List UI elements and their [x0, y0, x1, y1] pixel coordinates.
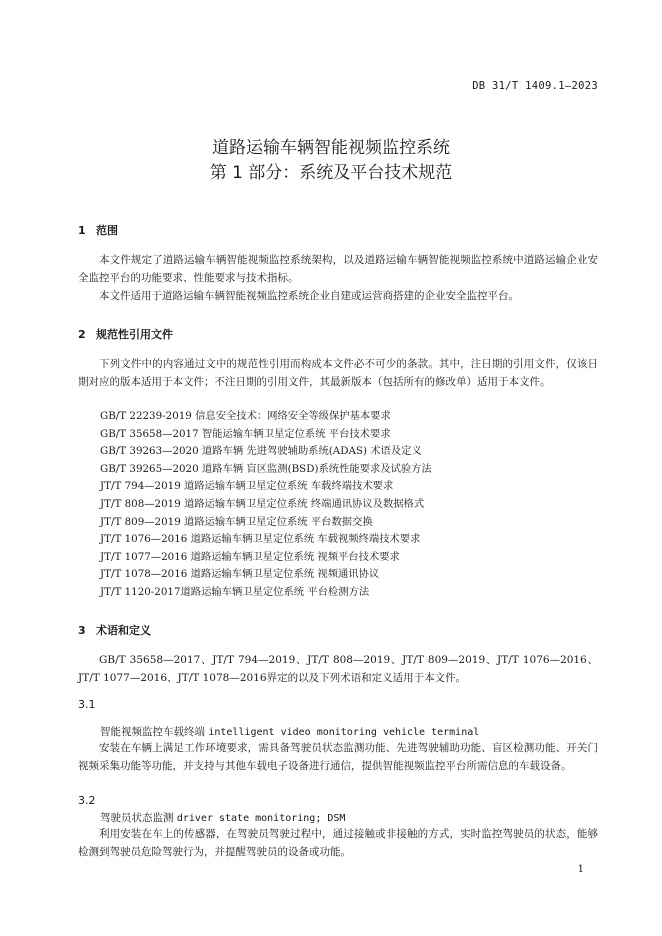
section-1-title: 范围 [96, 224, 118, 237]
section-2-title: 规范性引用文件 [96, 328, 173, 341]
reference-item: JT/T 809—2019 道路运输车辆卫星定位系统 平台数据交换 [100, 515, 373, 528]
standard-code: DB 31/T 1409.1—2023 [472, 80, 598, 92]
term-3-2-definition: 利用安装在车上的传感器，在驾驶员驾驶过程中，通过接触或非接触的方式，实时监控驾驶员的状态，能够检测到驾驶员危险驾驶行为，并提醒驾驶员的设备或功能。 [78, 828, 598, 858]
section-2-heading [78, 326, 173, 342]
section-3-number: 3 [78, 624, 86, 637]
reference-item: JT/T 1076—2016 道路运输车辆卫星定位系统 车载视频终端技术要求 [100, 533, 421, 546]
term-3-1-title [100, 724, 479, 739]
title-line-2: 第 1 部分：系统及平台技术规范 [209, 163, 453, 183]
reference-item: GB/T 35658—2017 智能运输车辆卫星定位系统 平台技术要求 [100, 427, 391, 440]
reference-item: JT/T 1120-2017道路运输车辆卫星定位系统 平台检测方法 [100, 585, 370, 598]
term-3-1-definition: 安装在车辆上满足工作环境要求，需具备驾驶员状态监测功能、先进驾驶辅助功能、盲区检测功能、开关门视频采集功能等功能，并支持与其他车载电子设备进行通信，提供智能视频监控平台所需信息的车载设备。 [78, 742, 598, 772]
title-line-1: 道路运输车辆智能视频监控系统 [212, 138, 450, 158]
section-1-paragraph-1: 本文件规定了道路运输车辆智能视频监控系统架构，以及道路运输车辆智能视频监控系统中道路运输企业安全监控平台的功能要求、性能要求与技术指标。 [78, 254, 598, 284]
section-1-paragraph-2: 本文件适用于道路运输车辆智能视频监控系统企业自建或运营商搭建的企业安全监控平台。 [99, 290, 519, 302]
reference-item: JT/T 808—2019 道路运输车辆卫星定位系统 终端通讯协议及数据格式 [100, 497, 425, 510]
section-2-intro: 下列文件中的内容通过文中的规范性引用而构成本文件必不可少的条款。其中，注日期的引用文件，仅该日期对应的版本适用于本文件；不注日期的引用文件，其最新版本（包括所有的修改单）适用于本文件。 [78, 358, 598, 388]
section-3-title: 术语和定义 [96, 624, 151, 637]
page-number: 1 [577, 864, 584, 875]
reference-item: JT/T 1077—2016 道路运输车辆卫星定位系统 视频平台技术要求 [100, 550, 400, 563]
term-3-2-name-en: driver state monitoring; DSM [176, 813, 346, 824]
section-3-intro: GB/T 35658—2017、JT/T 794—2019、JT/T 808—2019、JT/T 809—2019、JT/T 1076—2016、JT/T 1077—2016、JT/T 1078—2016界定的以及下列术语和定义适用于本文件。 [78, 654, 598, 684]
section-3-heading [78, 622, 151, 638]
document-title [0, 136, 662, 186]
section-1-heading [78, 222, 118, 238]
term-3-2-title [100, 810, 345, 825]
term-3-2-name-cn: 驾驶员状态监测 [100, 812, 174, 824]
reference-item: JT/T 1078—2016 道路运输车辆卫星定位系统 视频通讯协议 [100, 568, 380, 581]
reference-item: GB/T 39265—2020 道路车辆 盲区监测(BSD)系统性能要求及试验方法 [100, 462, 432, 475]
section-2-number: 2 [78, 328, 86, 341]
term-3-1-name-cn: 智能视频监控车载终端 [100, 726, 205, 738]
reference-item: GB/T 39263—2020 道路车辆 先进驾驶辅助系统(ADAS) 术语及定义 [100, 445, 422, 458]
section-1-number: 1 [78, 224, 86, 237]
term-3-2-number: 3.2 [78, 794, 96, 807]
reference-item: JT/T 794—2019 道路运输车辆卫星定位系统 车载终端技术要求 [100, 480, 394, 493]
reference-list [100, 408, 432, 602]
reference-item: GB/T 22239-2019 信息安全技术：网络安全等级保护基本要求 [100, 410, 391, 422]
term-3-1-name-en: intelligent video monitoring vehicle terminal [208, 727, 480, 738]
term-3-1-number: 3.1 [78, 698, 96, 711]
